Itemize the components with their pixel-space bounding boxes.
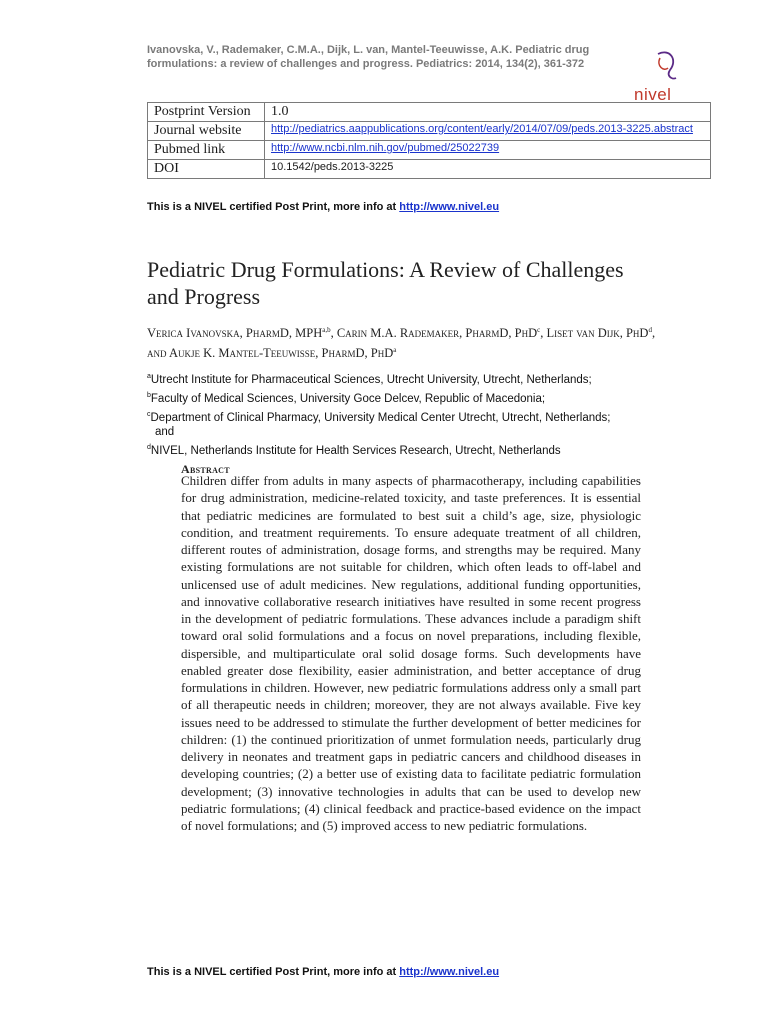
affiliation-text: and — [155, 426, 175, 439]
affiliation — [147, 369, 707, 388]
affiliation-marker: c — [147, 410, 151, 418]
affiliation-list — [147, 369, 707, 459]
abstract-heading: Abstract — [181, 462, 230, 476]
nivel-link[interactable]: http://www.nivel.eu — [399, 966, 500, 978]
affiliation — [147, 407, 707, 426]
nivel-note-text: This is a NIVEL certified Post Print, more info at — [147, 201, 397, 213]
author-name: Liset van Dijk, PhD — [546, 326, 649, 341]
author-affiliation-marker: a — [393, 346, 397, 355]
table-value: 10.1542/peds.2013-3225 — [265, 160, 711, 179]
author-separator: , and — [147, 326, 656, 361]
citation-header: Ivanovska, V., Rademaker, C.M.A., Dijk, L. van, Mantel-Teeuwisse, A.K. Pediatric drug formulations: a review of challenges and progress. Pediatrics: 2014, 134(2), 361-372 — [147, 44, 590, 70]
nivel-link[interactable]: http://www.nivel.eu — [399, 201, 500, 213]
table-value — [265, 141, 711, 160]
author-separator: , — [540, 326, 547, 341]
nivel-certified-note-top — [147, 201, 499, 213]
affiliation-marker: d — [147, 444, 151, 452]
metadata-table — [147, 102, 711, 179]
table-key: Journal website — [148, 122, 265, 141]
author-name: Verica Ivanovska, PharmD, MPH — [147, 326, 323, 341]
author-affiliation-marker: c — [537, 326, 541, 334]
author-name: Aukje K. Mantel-Teeuwisse, PharmD, PhD — [168, 346, 394, 361]
affiliation — [147, 388, 707, 407]
table-row — [148, 160, 711, 179]
table-row — [148, 141, 711, 160]
table-row — [148, 103, 711, 122]
nivel-certified-note-bottom — [147, 966, 499, 978]
affiliation-text: Utrecht Institute for Pharmaceutical Sciences, Utrecht University, Utrecht, Netherlands; — [150, 373, 592, 386]
affiliation-text: Faculty of Medical Sciences, University Goce Delcev, Republic of Macedonia; — [150, 392, 546, 405]
nivel-logo-text: nivel — [634, 85, 672, 104]
author-affiliation-marker: a,b — [322, 326, 331, 334]
pubmed-link[interactable]: http://www.ncbi.nlm.nih.gov/pubmed/25022739 — [271, 142, 500, 154]
table-key: Postprint Version — [148, 103, 265, 122]
affiliation-text: NIVEL, Netherlands Institute for Health Services Research, Utrecht, Netherlands — [150, 445, 561, 458]
nivel-note-text: This is a NIVEL certified Post Print, more info at — [147, 966, 397, 978]
abstract-body: Children differ from adults in many aspects of pharmacotherapy, including capabilities for drug administration, medicine-related toxicity, and taste preferences. It is essential that pediatric medicines are formulated to best suit a child’s age, size, physiologic condition, and treatment requirements. To ensure adequate treatment of all children, different routes of administration, dosage forms, and strengths may be required. Many existing formulations are not suitable for children, which often leads to off-label and unlicensed use of adult medicines. New regulations, additional funding opportunities, and innovative collaborative research initiatives have resulted in some recent progress in the development of pediatric formulations. These advances include a paradigm shift toward oral solid formulations and a focus on novel preparations, including flexible, dispersible, and multiparticulate oral solid dosage forms. Such developments have enabled greater dose flexibility, easier administration, and better acceptance of drug formulations in children. However, new pediatric formulations address only a small part of all therapeutic needs in children; moreover, they are not always available. Five key issues need to be addressed to stimulate the further development of better medicines for children: (1) the continued prioritization of unmet formulation needs, particularly drug delivery in neonates and treatment gaps in pediatric cancers and childhood diseases in developing countries; (2) a better use of existing data to facilitate pediatric formulation development; (3) innovative technologies in adults that can be used to develop new pediatric formulations; (4) clinical feedback and practice-based evidence on the impact of novel formulations; and (5) improved access to new pediatric formulations. — [181, 473, 641, 833]
affiliation-marker: b — [147, 391, 151, 399]
affiliation-text: Department of Clinical Pharmacy, University Medical Center Utrecht, Utrecht, Netherlands; — [150, 411, 611, 424]
author-separator: , — [330, 326, 337, 341]
affiliation-marker: a — [147, 373, 151, 380]
affiliation — [147, 440, 707, 459]
author-name: Carin M.A. Rademaker, PharmD, PhD — [336, 326, 538, 341]
table-key: Pubmed link — [148, 141, 265, 160]
affiliation — [147, 425, 707, 440]
author-affiliation-marker: d — [648, 326, 652, 334]
journal-website-link[interactable]: http://pediatrics.aappublications.org/content/early/2014/07/09/peds.2013-3225.abstract — [271, 123, 693, 135]
paper-title: Pediatric Drug Formulations: A Review of Challenges and Progress — [147, 257, 624, 309]
table-row — [148, 122, 711, 141]
table-key: DOI — [148, 160, 265, 179]
author-list — [147, 322, 667, 362]
table-value — [265, 122, 711, 141]
table-value: 1.0 — [265, 103, 711, 122]
